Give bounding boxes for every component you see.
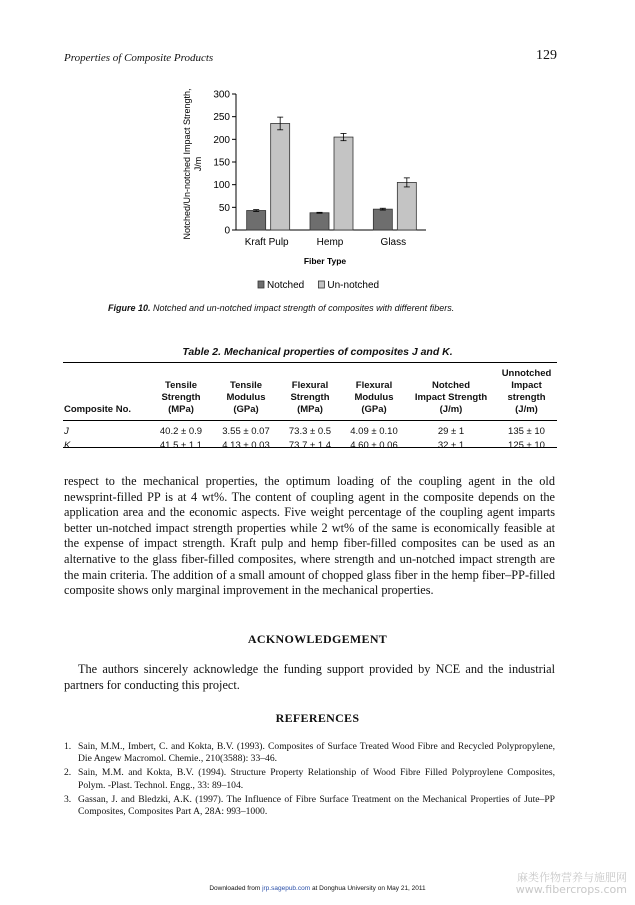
table-cell: 40.2 ± 0.9 (159, 426, 203, 437)
table-cell: 73.7 ± 1.4 (288, 440, 332, 451)
footer-suffix: at Donghua University on May 21, 2011 (310, 885, 426, 892)
column-header: Unnotched Impact strength (J/m) (501, 368, 552, 415)
figure-caption-text: Notched and un-notched impact strength of composites with different fibers. (153, 303, 455, 313)
legend-swatch (258, 281, 264, 288)
y-tick-label: 50 (218, 202, 230, 214)
reference-item (64, 767, 555, 791)
acknowledgement-section (64, 662, 555, 693)
page-number: 129 (536, 48, 557, 63)
bar (310, 213, 329, 230)
bar (334, 137, 353, 230)
watermark-line-1: 麻类作物营养与施肥网 (517, 871, 627, 884)
bar-chart (178, 80, 448, 295)
reference-text: Sain, M.M. and Kokta, B.V. (1994). Structure Property Relationship of Wood Fibre Filled Polyproylene Composites, Polym. -Plast. Technol. Engg., 33: 89–104. (78, 767, 555, 791)
table-cell: 73.3 ± 0.5 (288, 426, 332, 437)
reference-item (64, 794, 555, 818)
table-cell: 41.5 ± 1.1 (159, 440, 203, 451)
y-axis-label: Notched/Un-notched Impact Strength,J/m (182, 88, 203, 240)
bar (373, 209, 392, 230)
x-tick-label: Hemp (316, 237, 344, 248)
acknowledgement-heading: ACKNOWLEDGEMENT (247, 632, 388, 646)
table-cell: 3.55 ± 0.07 (222, 426, 270, 437)
references-heading: REFERENCES (275, 711, 360, 725)
footer-link[interactable]: jrp.sagepub.com (262, 885, 311, 892)
legend-label: Notched (267, 280, 305, 291)
table-bottom-rule (63, 447, 557, 448)
reference-item (64, 741, 555, 765)
table-cell: 29 ± 1 (437, 426, 465, 437)
table-cell: 32 ± 1 (437, 440, 465, 451)
table-row (63, 439, 557, 453)
table-cell: 4.09 ± 0.10 (350, 426, 398, 437)
table-row (63, 421, 557, 440)
x-tick-label: Glass (380, 237, 407, 248)
x-tick-label: Kraft Pulp (244, 237, 289, 248)
table-cell: K (64, 440, 71, 451)
table-cell: 4.13 ± 0.03 (222, 440, 270, 451)
body-paragraph: respect to the mechanical properties, the optimum loading of the coupling agent in the old newsprint-filled PP is at 4 wt%. The content of coupling agent in the composite depends on the application area and the economic aspects. Five weight percentage of the coupling agent imparts better un-notched impact strength properties while 2 wt% of the same is economically feasible at the expense of impact strength. Kraft pulp and hemp fiber-filled composites can be used as an alternative to the glass fiber-filled composites, where strength and un-notched impact strength are the main criteria. The addition of a small amount of chopped glass fiber in the hemp fiber–PP-filled composite shows only marginal improvement in the mechanical properties. (64, 474, 555, 598)
acknowledgement-text: The authors sincerely acknowledge the funding support provided by NCE and the industrial partners for conducting this project. (64, 662, 555, 692)
reference-list (64, 741, 555, 820)
reference-number: 1. (64, 741, 72, 752)
y-tick-label: 100 (213, 180, 230, 192)
column-header: Flexural Strength (MPa) (290, 380, 330, 415)
properties-table (63, 365, 557, 453)
y-tick-label: 0 (224, 225, 230, 237)
table-header-row (63, 365, 557, 421)
legend-swatch (318, 281, 324, 288)
body-text (64, 474, 555, 599)
y-tick-label: 150 (213, 157, 230, 169)
x-axis-label: Fiber Type (303, 256, 347, 266)
table-title: Table 2. Mechanical properties of composites J and K. (182, 346, 453, 358)
table-cell: 4.60 ± 0.06 (350, 440, 398, 451)
running-title: Properties of Composite Products (64, 52, 214, 64)
y-tick-label: 300 (213, 89, 230, 101)
table-cell: J (64, 426, 69, 437)
bar (397, 182, 416, 230)
legend-label: Un-notched (327, 280, 380, 291)
y-tick-label: 200 (213, 134, 230, 146)
reference-number: 2. (64, 767, 72, 779)
watermark (516, 872, 627, 896)
reference-number: 3. (64, 793, 72, 805)
figure-caption (108, 303, 454, 313)
column-header: Flexural Modulus (GPa) (354, 380, 394, 415)
column-header: Tensile Strength (MPa) (161, 380, 201, 415)
column-header: Composite No. (64, 404, 132, 415)
table-cell: 135 ± 10 (508, 426, 545, 437)
column-header: Tensile Modulus (GPa) (226, 380, 266, 415)
y-tick-label: 250 (213, 112, 230, 124)
reference-text: Sain, M.M., Imbert, C. and Kokta, B.V. (1993). Composites of Surface Treated Wood Fibre and Recycled Polypropylene, Die Angew Macromol. Chemie., 210(3588): 33–46. (78, 741, 555, 765)
reference-text: Gassan, J. and Bledzki, A.K. (1997). The Influence of Fibre Surface Treatment on the Mechanical Properties of Jute–PP Composites, Composites Part A, 28A: 993–1000. (78, 793, 555, 818)
watermark-line-2: www.fibercrops.com (515, 883, 627, 896)
column-header: Notched Impact Strength (J/m) (414, 380, 488, 415)
bar (247, 211, 266, 230)
footer-prefix: Downloaded from (209, 885, 263, 892)
table-cell: 125 ± 10 (508, 440, 545, 451)
figure-label: Figure 10. (108, 303, 151, 313)
bar (271, 123, 290, 230)
table-top-rule (63, 362, 557, 363)
